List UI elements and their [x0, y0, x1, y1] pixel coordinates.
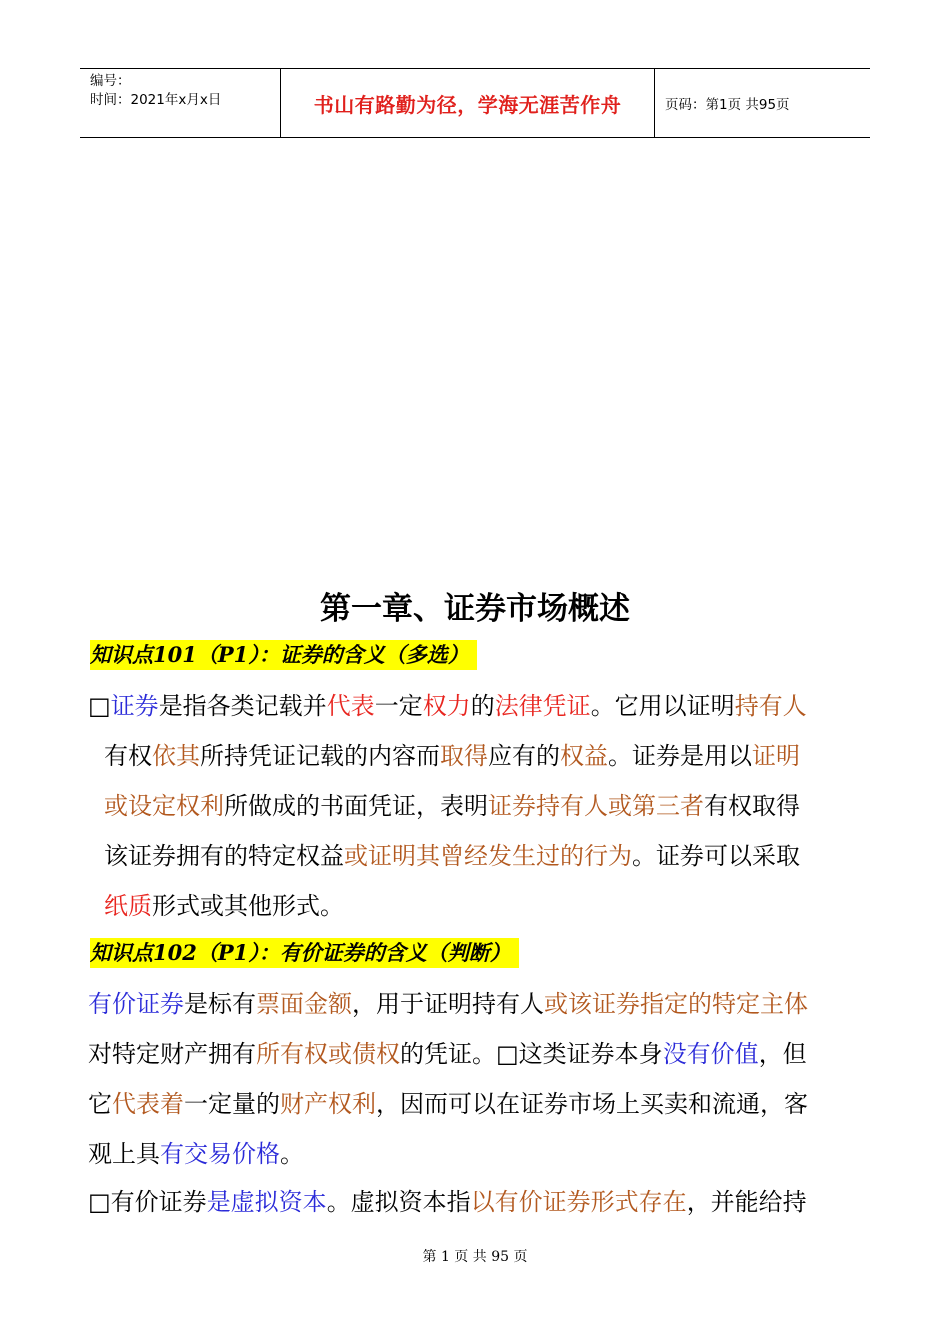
text-run: 它 — [88, 1090, 112, 1118]
text-run: 以有价证券形式存在 — [470, 1188, 687, 1216]
paragraph-valuable-securities-definition — [88, 979, 863, 1179]
text-run: 或该证券指定的特定主体 — [544, 990, 808, 1018]
text-run: 证券 — [110, 692, 159, 720]
text-run: 一定量的 — [184, 1090, 280, 1118]
text-run: 观上具 — [88, 1140, 160, 1168]
text-run: 有价证券 — [88, 990, 184, 1018]
text-run: 证明 — [752, 742, 800, 770]
text-run: 财产权利 — [280, 1090, 376, 1118]
text-run: 或设定权利 — [104, 792, 224, 820]
text-run: 。 — [280, 1140, 304, 1168]
text-run: 所做成的书面凭证，表明 — [224, 792, 488, 820]
text-run: 权力 — [422, 692, 471, 720]
page-info: 页码：第1页 共95页 — [665, 97, 790, 113]
text-run: 对特定财产拥有 — [88, 1040, 256, 1068]
knowledge-point-102-heading: 知识点102（P1）：有价证券的含义（判断） — [90, 938, 519, 968]
header-page-cell — [655, 69, 870, 137]
text-run: 法律凭证 — [494, 692, 591, 720]
text-run: ，因而可以在证券市场上买卖和流通，客 — [376, 1090, 808, 1118]
text-run: 或证明其曾经发生过的行为 — [344, 842, 632, 870]
text-run: ，并能给持 — [686, 1188, 807, 1216]
text-line — [88, 1029, 863, 1079]
motto: 书山有路勤为径，学海无涯苦作舟 — [313, 92, 622, 117]
text-run: 代表着 — [112, 1090, 184, 1118]
text-run: 是虚拟资本 — [206, 1188, 327, 1216]
document-header — [80, 68, 870, 138]
text-run: 所持凭证记载的内容而 — [200, 742, 440, 770]
text-line — [88, 831, 863, 881]
text-run: 。证券是用以 — [608, 742, 752, 770]
text-run: 依其 — [152, 742, 200, 770]
paragraph-securities-definition — [88, 681, 863, 931]
text-line — [88, 1177, 863, 1227]
text-run: 的 — [470, 692, 495, 720]
page-footer: 第 1 页 共 95 页 — [422, 1249, 528, 1265]
text-run: 有权取得 — [704, 792, 800, 820]
text-run: □有价证券 — [88, 1188, 207, 1216]
text-run: 纸质 — [104, 892, 152, 920]
text-run: 。它用以证明 — [590, 692, 735, 720]
text-run: 是标有 — [184, 990, 256, 1018]
text-line — [88, 979, 863, 1029]
text-run: 的凭证。□这类证券本身 — [400, 1040, 663, 1068]
text-run: 。证券可以采取 — [632, 842, 800, 870]
knowledge-point-101-heading: 知识点101（P1）：证券的含义（多选） — [90, 640, 477, 670]
text-run: 证券持有人或第三者 — [488, 792, 704, 820]
header-meta-cell — [80, 69, 281, 137]
text-run: 有交易价格 — [160, 1140, 280, 1168]
text-run: 持有人 — [734, 692, 807, 720]
text-line — [88, 1129, 863, 1179]
text-run: 是指各类记载并 — [158, 692, 327, 720]
chapter-title: 第一章、证券市场概述 — [320, 591, 630, 627]
text-run: 代表 — [326, 692, 375, 720]
header-motto-cell — [281, 69, 655, 137]
text-run: 权益 — [560, 742, 608, 770]
text-line — [88, 681, 863, 731]
text-run: 该证券拥有的特定权益 — [104, 842, 344, 870]
text-run: 有权 — [104, 742, 152, 770]
text-run: 所有权或债权 — [256, 1040, 400, 1068]
text-run: ，用于证明持有人 — [352, 990, 544, 1018]
text-run: 形式或其他形式。 — [152, 892, 344, 920]
text-line — [88, 881, 863, 931]
time-label: 时间：2021年x月x日 — [90, 92, 222, 108]
checkbox-glyph: □ — [88, 692, 111, 720]
text-run: 票面金额 — [256, 990, 352, 1018]
text-run: 一定 — [374, 692, 423, 720]
number-label: 编号： — [90, 73, 131, 89]
text-run: 取得 — [440, 742, 488, 770]
paragraph-virtual-capital — [88, 1177, 863, 1227]
text-line — [88, 1079, 863, 1129]
text-run: ，但 — [758, 1040, 807, 1068]
text-run: 。虚拟资本指 — [326, 1188, 471, 1216]
text-line — [88, 731, 863, 781]
text-run: 应有的 — [488, 742, 560, 770]
text-line — [88, 781, 863, 831]
text-run: 没有价值 — [662, 1040, 759, 1068]
